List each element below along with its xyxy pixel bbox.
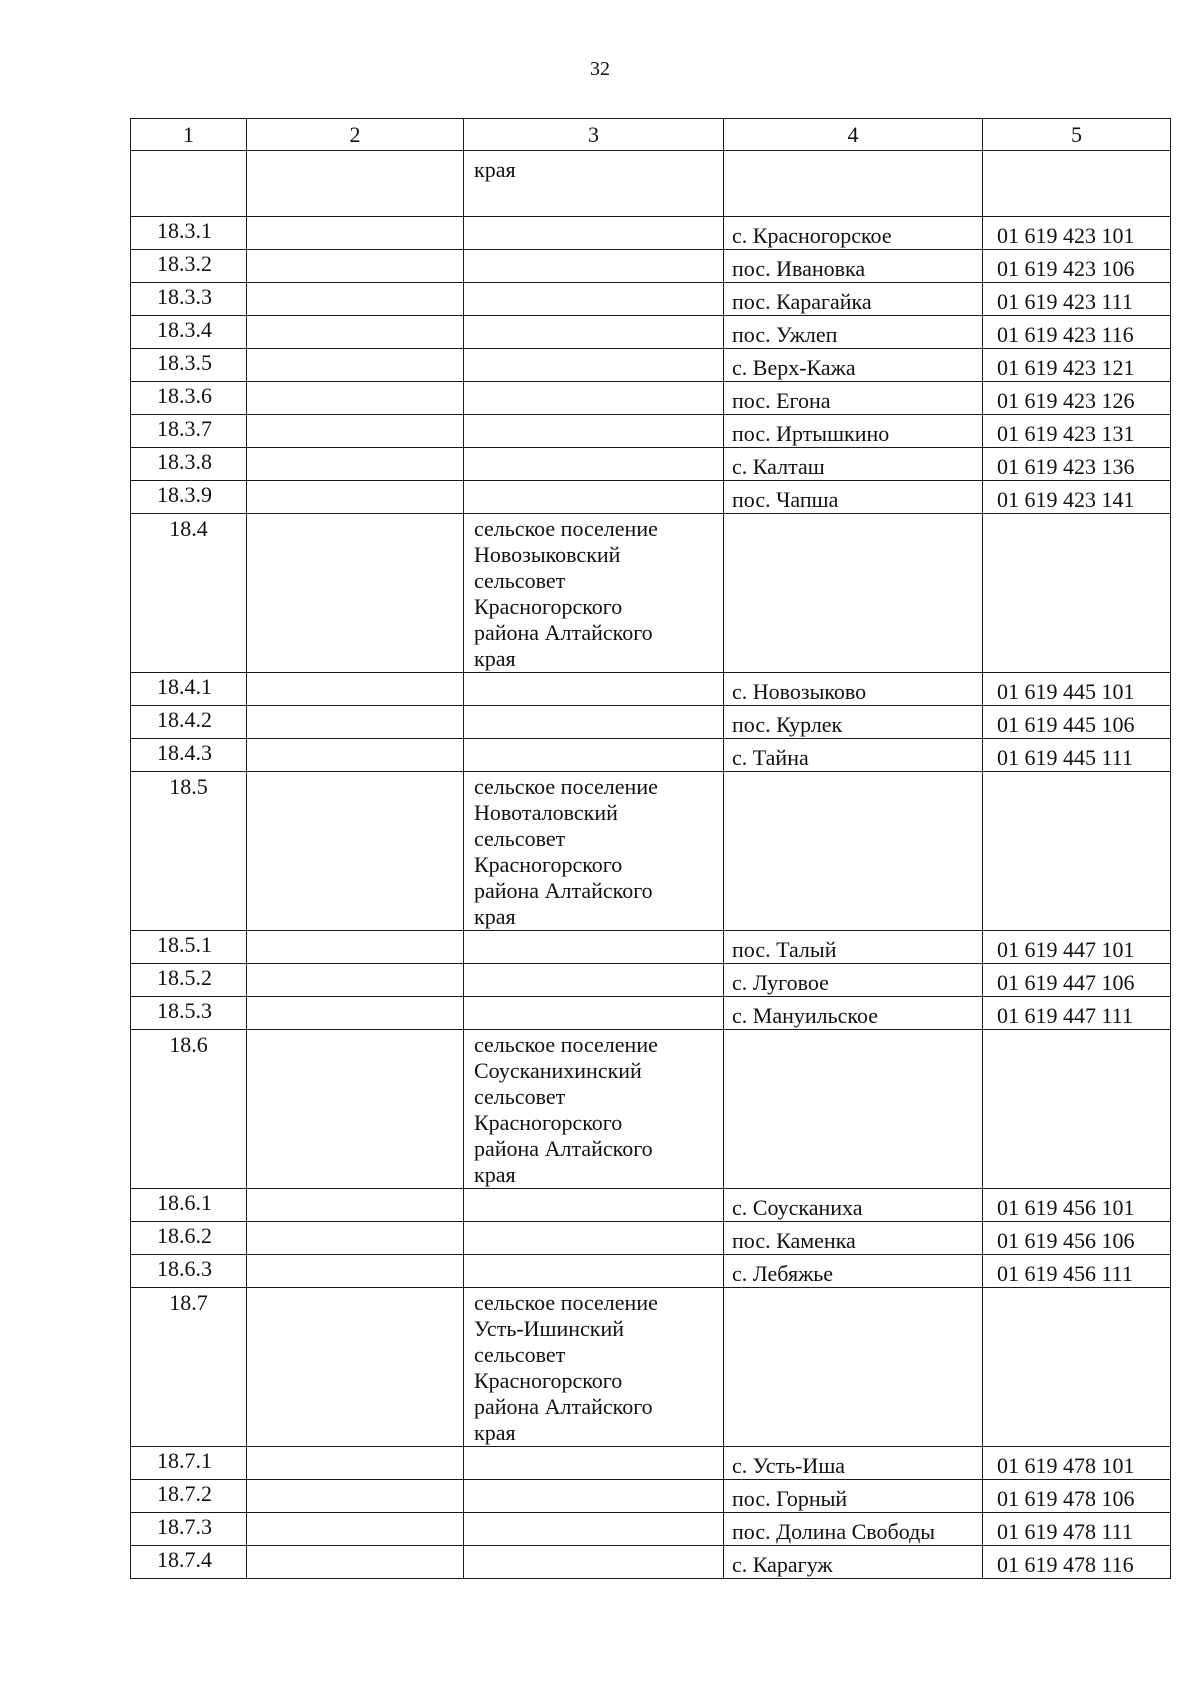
cell-settlement-name: с. Усть-Иша — [724, 1447, 983, 1480]
cell-description: края — [464, 151, 724, 217]
table-body — [131, 151, 1171, 1579]
description-line: района Алтайского — [474, 620, 653, 645]
cell-empty — [464, 415, 724, 448]
cell-number: 18.4 — [131, 514, 247, 673]
cell-empty — [247, 415, 464, 448]
cell-okato-code: 01 619 478 116 — [983, 1546, 1171, 1579]
table-row — [131, 997, 1171, 1030]
table-row — [131, 217, 1171, 250]
cell-number: 18.6.3 — [131, 1255, 247, 1288]
table-row — [131, 415, 1171, 448]
cell-empty — [247, 250, 464, 283]
cell-okato-code: 01 619 478 106 — [983, 1480, 1171, 1513]
cell-empty — [464, 673, 724, 706]
cell-settlement-name: пос. Горный — [724, 1480, 983, 1513]
table-row — [131, 706, 1171, 739]
cell-okato-code: 01 619 423 111 — [983, 283, 1171, 316]
cell-empty — [983, 514, 1171, 673]
cell-settlement-name: пос. Егона — [724, 382, 983, 415]
table-row — [131, 250, 1171, 283]
cell-number: 18.3.6 — [131, 382, 247, 415]
cell-empty — [247, 706, 464, 739]
cell-empty — [247, 1030, 464, 1189]
table-header-row — [131, 119, 1171, 151]
cell-number: 18.6 — [131, 1030, 247, 1189]
cell-empty — [464, 1189, 724, 1222]
cell-empty — [247, 964, 464, 997]
cell-empty — [983, 151, 1171, 217]
description-line: сельсовет — [474, 1084, 566, 1109]
cell-okato-code: 01 619 423 106 — [983, 250, 1171, 283]
cell-settlement-name: пос. Талый — [724, 931, 983, 964]
table-row — [131, 283, 1171, 316]
cell-empty — [464, 1222, 724, 1255]
cell-empty — [247, 349, 464, 382]
table-row — [131, 382, 1171, 415]
cell-empty — [724, 1288, 983, 1447]
table-row — [131, 673, 1171, 706]
cell-empty — [464, 1480, 724, 1513]
table-row — [131, 481, 1171, 514]
cell-settlement-name: с. Мануильское — [724, 997, 983, 1030]
cell-empty — [464, 1255, 724, 1288]
table-row — [131, 1222, 1171, 1255]
cell-empty — [247, 481, 464, 514]
cell-empty — [247, 217, 464, 250]
cell-number: 18.4.3 — [131, 739, 247, 772]
cell-empty — [464, 931, 724, 964]
cell-empty — [464, 1513, 724, 1546]
group-row — [131, 1288, 1171, 1447]
cell-okato-code: 01 619 423 141 — [983, 481, 1171, 514]
column-header: 3 — [464, 119, 724, 151]
cell-number: 18.3.2 — [131, 250, 247, 283]
cell-okato-code: 01 619 456 101 — [983, 1189, 1171, 1222]
description-line: края — [474, 904, 516, 929]
page-number: 32 — [590, 58, 610, 80]
column-header: 2 — [247, 119, 464, 151]
cell-settlement-name: с. Верх-Кажа — [724, 349, 983, 382]
table-row — [131, 964, 1171, 997]
cell-settlement-name: пос. Долина Свободы — [724, 1513, 983, 1546]
description-line: сельсовет — [474, 568, 566, 593]
description-line: сельсовет — [474, 826, 566, 851]
description-line: Усть-Ишинский — [474, 1316, 625, 1341]
cell-settlement-name: пос. Каменка — [724, 1222, 983, 1255]
cell-empty — [247, 382, 464, 415]
description-line: края — [474, 1420, 516, 1445]
cell-empty — [247, 514, 464, 673]
cell-empty — [247, 1546, 464, 1579]
cell-empty — [464, 217, 724, 250]
cell-settlement-name: пос. Чапша — [724, 481, 983, 514]
cell-settlement-name: с. Луговое — [724, 964, 983, 997]
cell-empty — [247, 151, 464, 217]
cell-number: 18.3.7 — [131, 415, 247, 448]
table-row — [131, 448, 1171, 481]
cell-okato-code: 01 619 423 101 — [983, 217, 1171, 250]
description-line: края — [474, 646, 516, 671]
cell-settlement-name: пос. Ивановка — [724, 250, 983, 283]
column-header: 1 — [131, 119, 247, 151]
cell-empty — [247, 1189, 464, 1222]
cell-okato-code: 01 619 423 126 — [983, 382, 1171, 415]
cell-number: 18.6.1 — [131, 1189, 247, 1222]
cell-settlement-name: пос. Иртышкино — [724, 415, 983, 448]
description-line: Красногорского — [474, 1368, 623, 1393]
cell-empty — [247, 1480, 464, 1513]
cell-empty — [247, 1513, 464, 1546]
cell-okato-code: 01 619 456 111 — [983, 1255, 1171, 1288]
description-line: Красногорского — [474, 1110, 623, 1135]
cell-number: 18.3.3 — [131, 283, 247, 316]
description-line: сельсовет — [474, 1342, 566, 1367]
cell-settlement-name: пос. Ужлеп — [724, 316, 983, 349]
cell-settlement-name: с. Соусканиха — [724, 1189, 983, 1222]
cell-okato-code: 01 619 445 101 — [983, 673, 1171, 706]
cell-settlement-name: с. Калташ — [724, 448, 983, 481]
cell-number: 18.5 — [131, 772, 247, 931]
description-line: района Алтайского — [474, 1136, 653, 1161]
settlements-table — [130, 118, 1171, 1579]
cell-okato-code: 01 619 447 101 — [983, 931, 1171, 964]
cell-empty — [724, 772, 983, 931]
cell-empty — [247, 283, 464, 316]
cell-number: 18.5.1 — [131, 931, 247, 964]
description-line: Красногорского — [474, 852, 623, 877]
cell-empty — [983, 772, 1171, 931]
cell-number: 18.5.2 — [131, 964, 247, 997]
group-row — [131, 1030, 1171, 1189]
cell-number: 18.7.3 — [131, 1513, 247, 1546]
cell-settlement-name: с. Красногорское — [724, 217, 983, 250]
cell-empty — [247, 772, 464, 931]
cell-number: 18.3.5 — [131, 349, 247, 382]
cell-settlement-name: пос. Курлек — [724, 706, 983, 739]
cell-okato-code: 01 619 445 106 — [983, 706, 1171, 739]
cell-okato-code: 01 619 478 101 — [983, 1447, 1171, 1480]
cell-number: 18.3.9 — [131, 481, 247, 514]
cell-empty — [724, 514, 983, 673]
cell-number: 18.3.4 — [131, 316, 247, 349]
description-line: края — [474, 1162, 516, 1187]
cell-okato-code: 01 619 456 106 — [983, 1222, 1171, 1255]
cell-empty — [464, 382, 724, 415]
cell-settlement-name: с. Карагуж — [724, 1546, 983, 1579]
cell-empty — [464, 739, 724, 772]
table-row — [131, 739, 1171, 772]
description-line: сельское поселение — [474, 1290, 658, 1315]
table-row — [131, 1513, 1171, 1546]
description-line: Новозыковский — [474, 542, 621, 567]
description-line: Соусканихинский — [474, 1058, 642, 1083]
cell-empty — [247, 1222, 464, 1255]
description-line: района Алтайского — [474, 1394, 653, 1419]
description-line: Красногорского — [474, 594, 623, 619]
table-row — [131, 1447, 1171, 1480]
description-line: района Алтайского — [474, 878, 653, 903]
cell-empty — [247, 739, 464, 772]
cell-okato-code: 01 619 445 111 — [983, 739, 1171, 772]
cell-empty — [464, 964, 724, 997]
cell-empty — [464, 316, 724, 349]
cell-description — [464, 1288, 724, 1447]
description-line: сельское поселение — [474, 774, 658, 799]
cell-empty — [247, 1288, 464, 1447]
group-row — [131, 772, 1171, 931]
cell-okato-code: 01 619 423 116 — [983, 316, 1171, 349]
cell-settlement-name: с. Новозыково — [724, 673, 983, 706]
cell-description — [464, 514, 724, 673]
cell-number: 18.6.2 — [131, 1222, 247, 1255]
cell-settlement-name: с. Лебяжье — [724, 1255, 983, 1288]
cell-number: 18.4.2 — [131, 706, 247, 739]
cell-number: 18.7.4 — [131, 1546, 247, 1579]
cell-number: 18.4.1 — [131, 673, 247, 706]
group-row — [131, 514, 1171, 673]
cell-settlement-name: с. Тайна — [724, 739, 983, 772]
cell-number — [131, 151, 247, 217]
column-header: 4 — [724, 119, 983, 151]
cell-empty — [464, 1447, 724, 1480]
cell-empty — [464, 349, 724, 382]
cell-empty — [464, 250, 724, 283]
cell-empty — [983, 1288, 1171, 1447]
cell-number: 18.3.8 — [131, 448, 247, 481]
cell-number: 18.7 — [131, 1288, 247, 1447]
cell-okato-code: 01 619 423 131 — [983, 415, 1171, 448]
cell-empty — [464, 1546, 724, 1579]
cell-empty — [464, 448, 724, 481]
description-line: Новоталовский — [474, 800, 618, 825]
cell-empty — [247, 1255, 464, 1288]
table-row — [131, 349, 1171, 382]
cell-empty — [464, 481, 724, 514]
cell-number: 18.3.1 — [131, 217, 247, 250]
column-header: 5 — [983, 119, 1171, 151]
table-row — [131, 1189, 1171, 1222]
cell-empty — [464, 283, 724, 316]
cell-okato-code: 01 619 423 121 — [983, 349, 1171, 382]
cell-empty — [247, 316, 464, 349]
cell-number: 18.5.3 — [131, 997, 247, 1030]
cell-settlement-name: пос. Карагайка — [724, 283, 983, 316]
cell-empty — [247, 1447, 464, 1480]
table-row — [131, 316, 1171, 349]
cell-empty — [464, 997, 724, 1030]
table-row — [131, 1255, 1171, 1288]
cell-okato-code: 01 619 478 111 — [983, 1513, 1171, 1546]
cell-empty — [983, 1030, 1171, 1189]
cell-empty — [464, 706, 724, 739]
cell-empty — [247, 673, 464, 706]
cell-okato-code: 01 619 423 136 — [983, 448, 1171, 481]
cell-empty — [247, 997, 464, 1030]
cell-description — [464, 1030, 724, 1189]
table-row — [131, 1480, 1171, 1513]
description-line: сельское поселение — [474, 516, 658, 541]
description-line: сельское поселение — [474, 1032, 658, 1057]
cell-empty — [724, 1030, 983, 1189]
cell-empty — [247, 931, 464, 964]
cell-empty — [247, 448, 464, 481]
cell-number: 18.7.2 — [131, 1480, 247, 1513]
continuation-row — [131, 151, 1171, 217]
table-row — [131, 1546, 1171, 1579]
cell-number: 18.7.1 — [131, 1447, 247, 1480]
cell-okato-code: 01 619 447 106 — [983, 964, 1171, 997]
table-row — [131, 931, 1171, 964]
cell-empty — [724, 151, 983, 217]
cell-okato-code: 01 619 447 111 — [983, 997, 1171, 1030]
cell-description — [464, 772, 724, 931]
